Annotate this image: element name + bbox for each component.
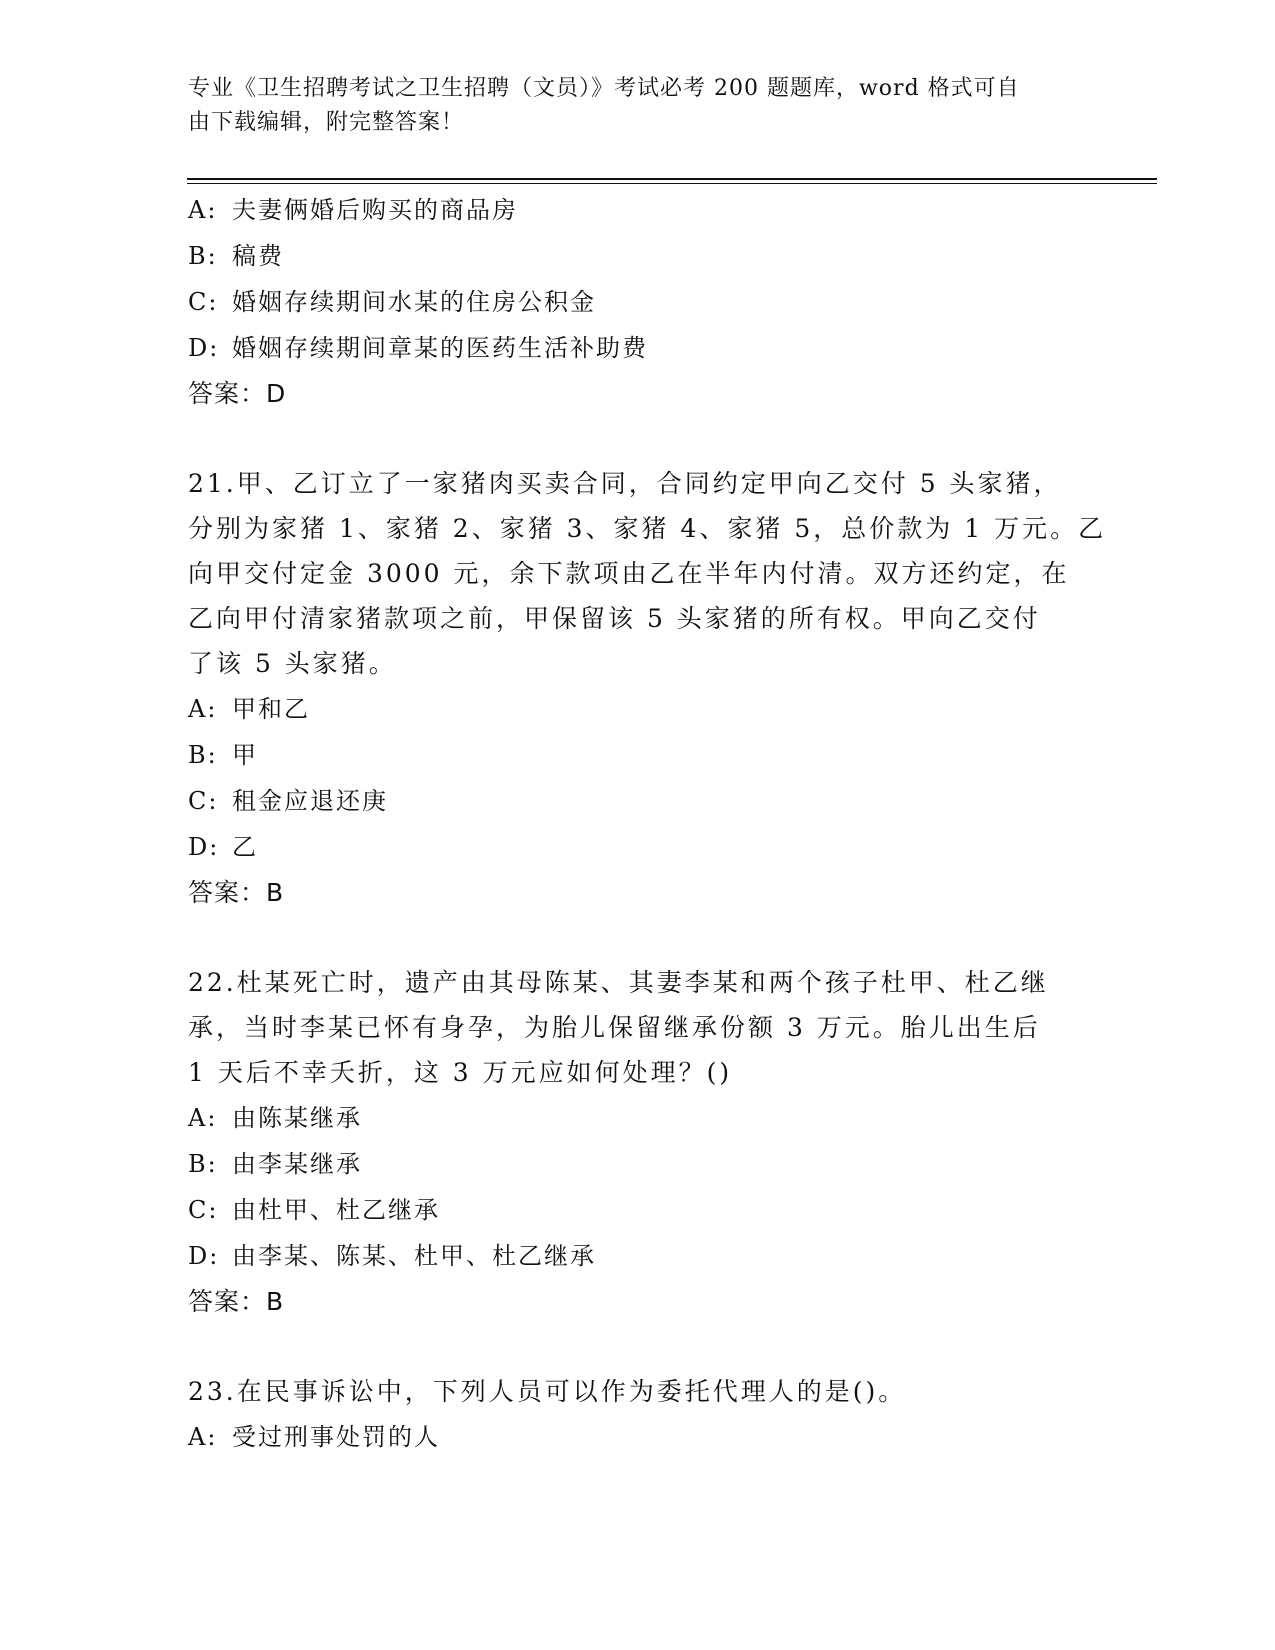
- option-text: 受过刑事处罚的人: [232, 1423, 440, 1451]
- option-c: [188, 1187, 1088, 1233]
- option-text: 婚姻存续期间水某的住房公积金: [232, 288, 596, 316]
- document-header: [188, 72, 1088, 140]
- option-text: 甲: [232, 741, 258, 769]
- answer: 答案：B: [188, 1287, 285, 1316]
- question-stem: [188, 1369, 1088, 1414]
- option-a: [188, 187, 1088, 233]
- header-divider-thin: [187, 183, 1157, 184]
- stem-line: 了该 5 头家猪。: [188, 649, 397, 678]
- answer: 答案：B: [188, 878, 285, 907]
- stem-line: 向甲交付定金 3000 元，余下款项由乙在半年内付清。双方还约定，在: [188, 559, 1070, 588]
- option-text: 由李某、陈某、杜甲、杜乙继承: [232, 1242, 596, 1270]
- option-d: [188, 824, 1088, 870]
- option-a: [188, 1414, 1088, 1460]
- option-letter: C:: [188, 1196, 219, 1224]
- stem-line: 21.甲、乙订立了一家猪肉买卖合同，合同约定甲向乙交付 5 头家猪，: [188, 469, 1062, 498]
- stem-line: 分别为家猪 1、家猪 2、家猪 3、家猪 4、家猪 5，总价款为 1 万元。乙: [188, 514, 1107, 543]
- option-b: [188, 1141, 1088, 1187]
- option-letter: A:: [188, 196, 218, 224]
- option-text: 乙: [232, 833, 258, 861]
- option-b: [188, 233, 1088, 279]
- option-d: [188, 325, 1088, 371]
- spacer: [188, 417, 1088, 461]
- question-22: [188, 960, 1088, 1325]
- question-23: [188, 1369, 1088, 1460]
- option-letter: D:: [188, 334, 220, 362]
- stem-line: 22.杜某死亡时，遗产由其母陈某、其妻李某和两个孩子杜甲、杜乙继: [188, 968, 1049, 997]
- option-letter: B:: [188, 242, 218, 270]
- option-letter: A:: [188, 1423, 218, 1451]
- stem-line: 23.在民事诉讼中，下列人员可以作为委托代理人的是()。: [188, 1377, 907, 1406]
- question-stem: [188, 461, 1107, 686]
- question-20: [188, 187, 1088, 417]
- option-a: [188, 686, 1088, 732]
- option-letter: C:: [188, 288, 219, 316]
- stem-line: 承，当时李某已怀有身孕，为胎儿保留继承份额 3 万元。胎儿出生后: [188, 1013, 1041, 1042]
- option-text: 租金应退还庚: [232, 787, 388, 815]
- question-21: [188, 461, 1107, 916]
- spacer: [188, 1325, 1088, 1369]
- option-text: 由陈某继承: [232, 1104, 362, 1132]
- option-letter: D:: [188, 833, 220, 861]
- option-letter: B:: [188, 1150, 218, 1178]
- question-stem: [188, 960, 1088, 1095]
- header-divider-thick: [187, 178, 1157, 180]
- header-line-2: 由下载编辑，附完整答案！: [188, 110, 465, 135]
- option-letter: A:: [188, 695, 218, 723]
- option-text: 甲和乙: [232, 695, 310, 723]
- option-text: 由李某继承: [232, 1150, 362, 1178]
- option-b: [188, 732, 1088, 778]
- document-body: [188, 187, 1107, 1460]
- option-d: [188, 1233, 1088, 1279]
- option-text: 夫妻俩婚后购买的商品房: [232, 196, 518, 224]
- option-letter: A:: [188, 1104, 218, 1132]
- option-text: 婚姻存续期间章某的医药生活补助费: [232, 334, 648, 362]
- header-line-1: 专业《卫生招聘考试之卫生招聘（文员）》考试必考 200 题题库，word 格式可自: [188, 76, 1020, 101]
- stem-line: 1 天后不幸夭折，这 3 万元应如何处理？(): [188, 1058, 733, 1087]
- option-letter: D:: [188, 1242, 220, 1270]
- option-letter: C:: [188, 787, 219, 815]
- spacer: [188, 916, 1088, 960]
- option-c: [188, 279, 1088, 325]
- stem-line: 乙向甲付清家猪款项之前，甲保留该 5 头家猪的所有权。甲向乙交付: [188, 604, 1041, 633]
- option-c: [188, 778, 1088, 824]
- option-a: [188, 1095, 1088, 1141]
- option-letter: B:: [188, 741, 218, 769]
- answer: 答案：D: [188, 379, 287, 408]
- option-text: 稿费: [232, 242, 284, 270]
- option-text: 由杜甲、杜乙继承: [232, 1196, 440, 1224]
